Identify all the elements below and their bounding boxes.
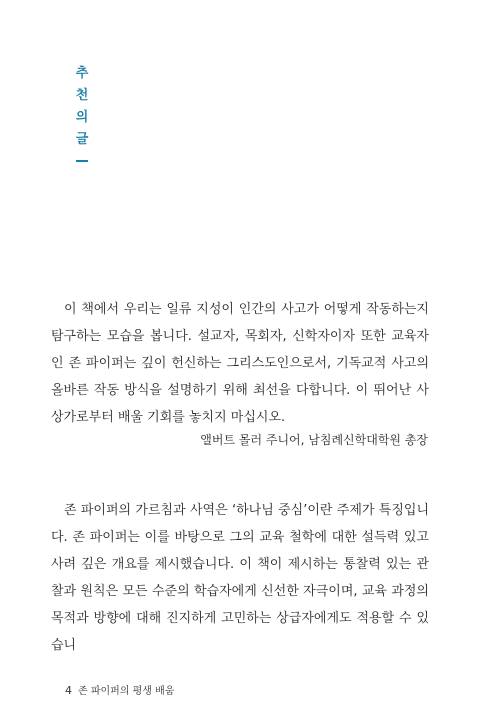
section-label-char: 의 (75, 110, 89, 125)
section-label (73, 63, 91, 162)
page-number: 4 (65, 684, 72, 697)
running-title: 존 파이퍼의 평생 배움 (78, 686, 175, 697)
endorser-attribution: 앨버트 몰러 주니어, 남침례신학대학원 총장 (200, 433, 428, 447)
page-footer (65, 682, 174, 697)
section-label-char: 천 (75, 88, 89, 103)
recommendation-paragraph: 존 파이퍼의 가르침과 사역은 ‘하나님 중심’이란 주제가 특징입니다. 존 파이퍼는 이를 바탕으로 그의 교육 철학에 대한 설득력 있고 사려 깊은 개요를 제시했습니다. 이 책이 제시하는 통찰력 있는 관찰과 원칙은 모든 수준의 학습자에게 신선한 자극이며, 교육 과정의 목적과 방향에 대해 진지하게 고민하는 상급자에게도 적용할 수 있습니 (51, 503, 429, 653)
section-label-char: 글 (75, 132, 89, 147)
recommendation-paragraph: 이 책에서 우리는 일류 지성이 인간의 사고가 어떻게 작동하는지 탐구하는 모습을 봅니다. 설교자, 목회자, 신학자이자 또한 교육자인 존 파이퍼는 깊이 헌신하는 그리스도인으로서, 기독교적 사고의 올바른 작동 방식을 설명하기 위해 최선을 다합니다. 이 뛰어난 사상가로부터 배울 기회를 놓치지 마십시오. (51, 302, 429, 425)
section-label-underline (76, 160, 88, 162)
section-label-char: 추 (75, 66, 89, 81)
